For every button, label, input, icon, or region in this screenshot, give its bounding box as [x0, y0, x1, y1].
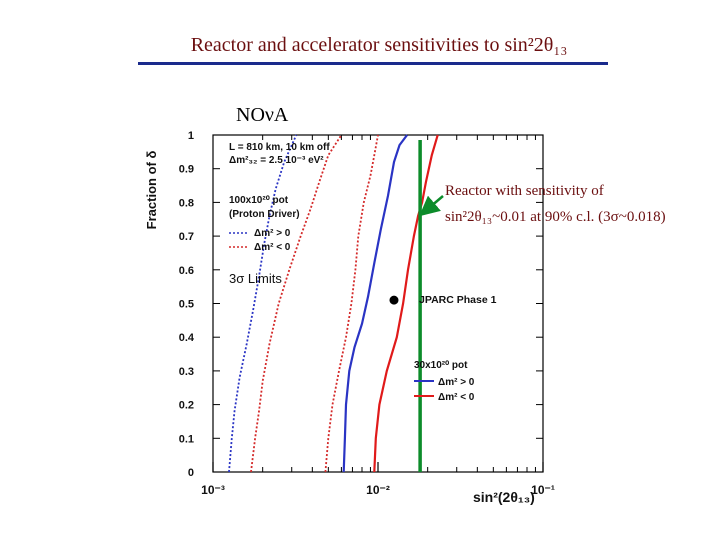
series-line-2 — [251, 135, 341, 472]
lower-legend-positive: Δm² > 0 — [438, 377, 475, 388]
annotation-delta-m: Δm²₃₂ = 2.5 10⁻³ eV² — [229, 155, 324, 166]
y-tick-label: 0.4 — [178, 332, 194, 345]
pot-30-label: 30x10²⁰ pot — [414, 360, 468, 371]
jparc-point — [389, 296, 398, 305]
y-tick-label: 1 — [187, 130, 194, 142]
proton-driver-label: (Proton Driver) — [229, 209, 300, 220]
legend-label-negative: Δm² < 0 — [254, 242, 291, 253]
data-series — [229, 135, 438, 472]
x-tick-label: 10⁻¹ — [531, 483, 555, 497]
pot-100-label: 100x10²⁰ pot — [229, 195, 289, 206]
y-tick-label: 0.6 — [178, 264, 194, 277]
x-axis-label: sin²(2θ₁₃) — [473, 489, 535, 505]
y-tick-label: 0.2 — [178, 399, 194, 412]
callout-arrow — [423, 196, 443, 213]
series-line-3 — [325, 135, 378, 472]
series-line-1 — [229, 135, 296, 472]
y-tick-label: 0.1 — [178, 433, 194, 446]
chart-subtitle: NOνA — [236, 104, 289, 126]
x-tick-label: 10⁻² — [366, 483, 390, 497]
y-tick-label: 0.8 — [178, 197, 194, 210]
slide-title: Reactor and accelerator sensitivities to sin²2θ₁₃ — [190, 34, 568, 56]
annotation-top-left — [229, 142, 330, 166]
y-tick-label: 0.9 — [178, 163, 194, 176]
legend-label-positive: Δm² > 0 — [254, 228, 291, 239]
y-tick-label: 0 — [187, 467, 194, 479]
series-line-4 — [344, 135, 407, 472]
callout-line-2: sin²2θ₁₃~0.01 at 90% c.l. (3σ~0.018) — [445, 209, 666, 225]
markers — [389, 140, 420, 472]
y-tick-label: 0.7 — [178, 231, 194, 244]
lower-legend-negative: Δm² < 0 — [438, 392, 475, 403]
x-tick-label: 10⁻³ — [201, 483, 225, 497]
y-axis-label: Fraction of δ — [144, 150, 159, 230]
y-tick-label: 0.5 — [178, 298, 194, 311]
callout-line-1: Reactor with sensitivity of — [445, 183, 604, 199]
annotation-proton-driver — [229, 195, 300, 253]
jparc-label: JPARC Phase 1 — [419, 294, 497, 306]
annotation-lower-legend — [414, 360, 475, 403]
annotation-baseline: L = 810 km, 10 km off — [229, 142, 330, 153]
limits-label: 3σ Limits — [229, 271, 282, 286]
y-tick-label: 0.3 — [178, 365, 194, 378]
reactor-callout — [445, 178, 666, 230]
